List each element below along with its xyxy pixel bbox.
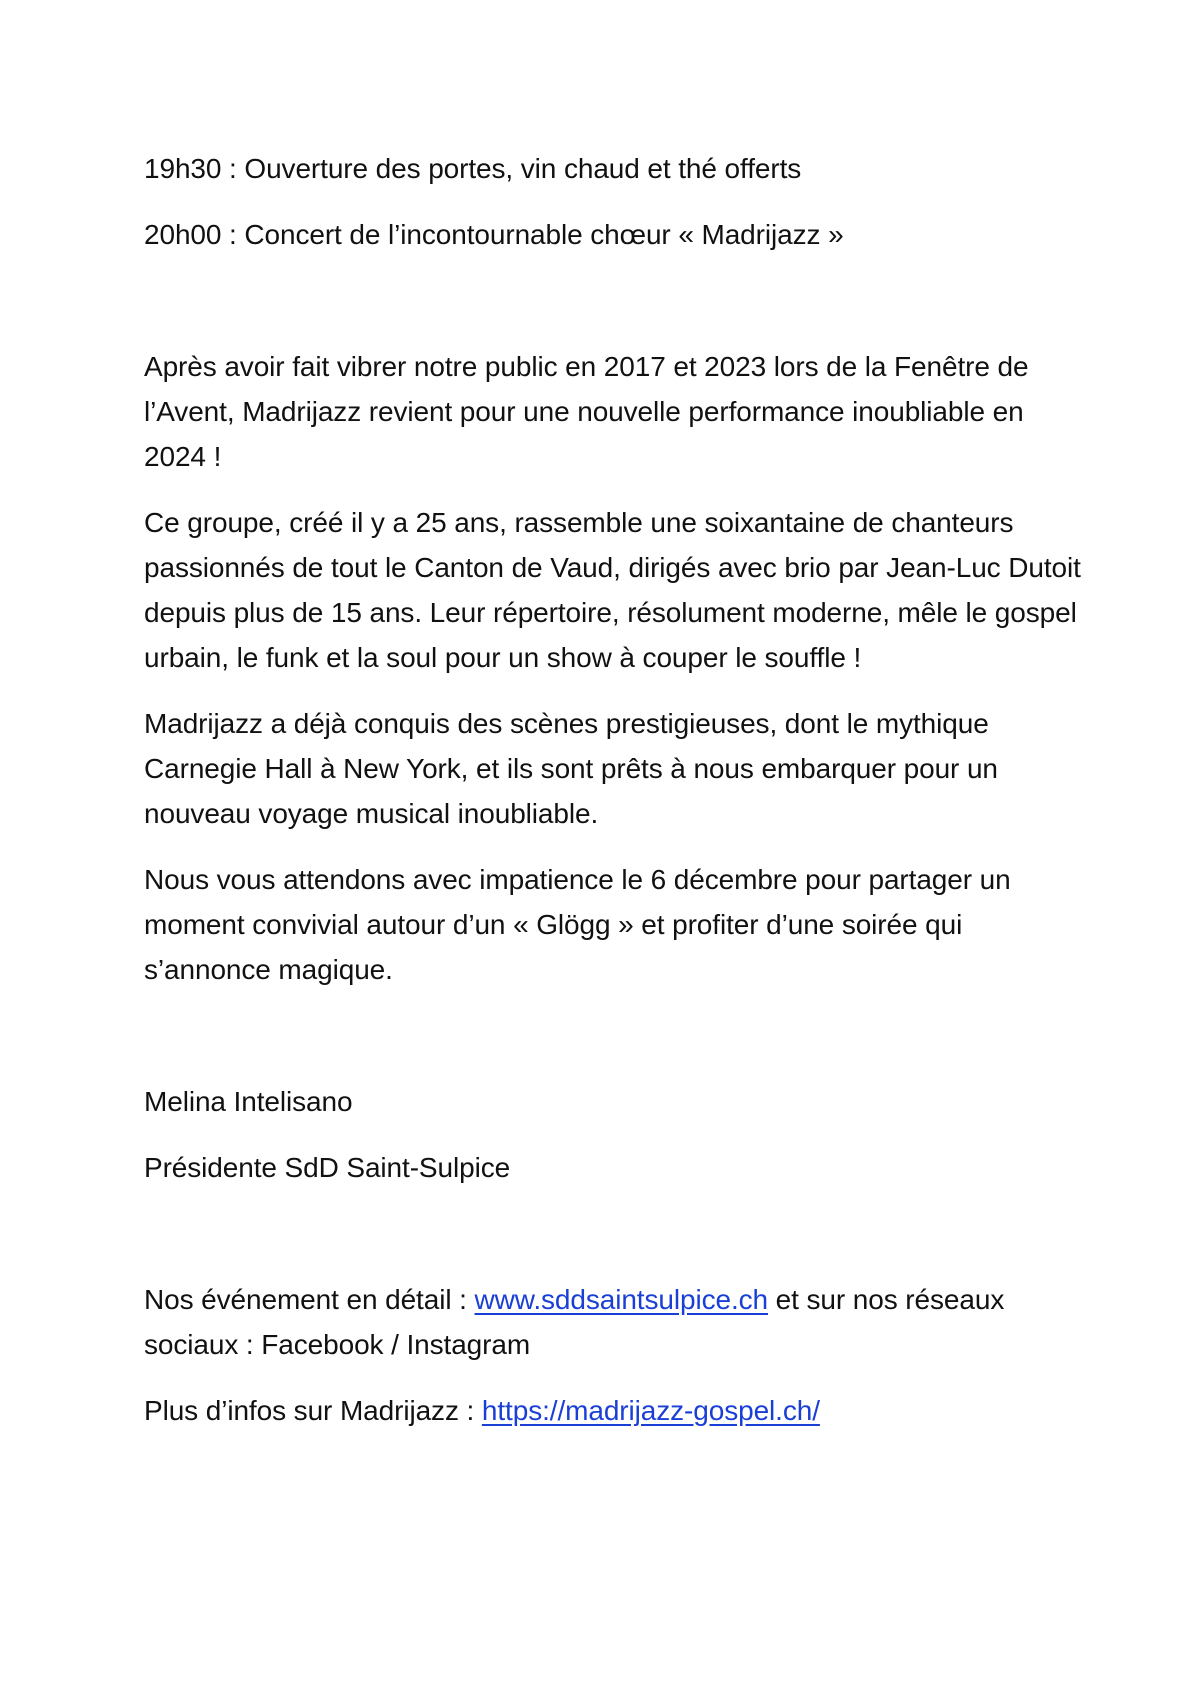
events-prefix: Nos événement en détail :: [144, 1284, 475, 1315]
signature-title: Présidente SdD Saint-Sulpice: [144, 1152, 511, 1183]
events-suffix: et sur nos réseaux sociaux : Facebook / Instagram: [144, 1284, 1005, 1360]
infos-prefix: Plus d’infos sur Madrijazz :: [144, 1395, 482, 1426]
schedule-line-concert: 20h00 : Concert de l’incontournable chœur « Madrijazz »: [144, 219, 844, 250]
madrijazz-website-link[interactable]: https://madrijazz-gospel.ch/: [481, 1395, 820, 1426]
events-info: [144, 1277, 1084, 1367]
signature-name: Melina Intelisano: [144, 1086, 353, 1117]
paragraph-venues: Madrijazz a déjà conquis des scènes prestigieuses, dont le mythique Carnegie Hall à New York, et ils sont prêts à nous embarquer pour un nouveau voyage musical inoubliable.: [144, 708, 998, 829]
schedule-line-doors: 19h30 : Ouverture des portes, vin chaud et thé offerts: [144, 153, 802, 184]
document-content: [144, 146, 1084, 1454]
madrijazz-info: [144, 1388, 1084, 1433]
paragraph-group: Ce groupe, créé il y a 25 ans, rassemble une soixantaine de chanteurs passionnés de tout le Canton de Vaud, dirigés avec brio par Jean-Luc Dutoit depuis plus de 15 ans. Leur répertoire, résolument moderne, mêle le gospel urbain, le funk et la soul pour un show à couper le souffle !: [144, 507, 1081, 673]
events-website-link[interactable]: www.sddsaintsulpice.ch: [474, 1284, 768, 1315]
paragraph-invitation: Nous vous attendons avec impatience le 6 décembre pour partager un moment convivial autour d’un « Glögg » et profiter d’une soirée qui s’annonce magique.: [144, 864, 1011, 985]
paragraph-intro: Après avoir fait vibrer notre public en 2017 et 2023 lors de la Fenêtre de l’Avent, Madrijazz revient pour une nouvelle performance inoubliable en 2024 !: [144, 351, 1029, 472]
